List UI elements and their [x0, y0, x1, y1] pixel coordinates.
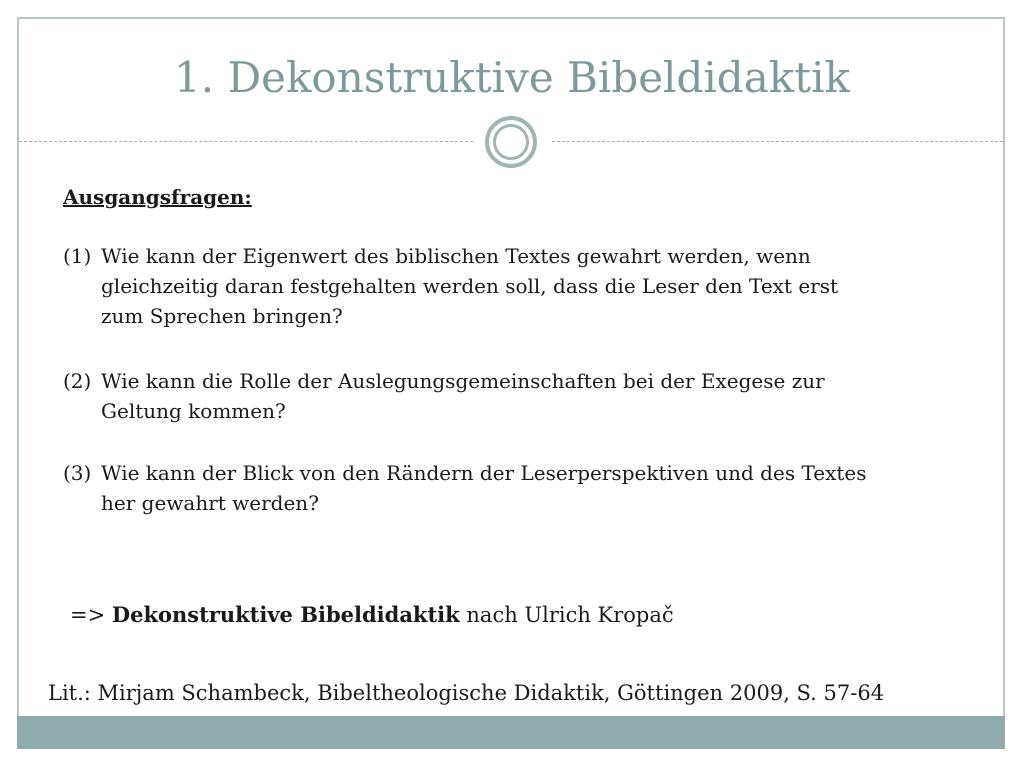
question-number: (1) — [63, 244, 92, 268]
question-number: (2) — [63, 369, 92, 393]
question-text-line: Wie kann die Rolle der Auslegungsgemeinschaften bei der Exegese zur — [101, 369, 825, 393]
conclusion-author: nach Ulrich Kropač — [459, 603, 674, 627]
conclusion-emphasis: Dekonstruktive Bibeldidaktik — [111, 602, 460, 627]
question-text-line: Wie kann der Blick von den Rändern der Leserperspektiven und des Textes — [101, 461, 867, 485]
title-divider-left — [19, 141, 473, 142]
circle-ornament-inner — [493, 124, 529, 160]
conclusion-arrow: => — [70, 603, 112, 627]
question-text-line: gleichzeitig daran festgehalten werden soll, dass die Leser den Text erst — [101, 274, 839, 298]
section-heading: Ausgangsfragen: — [63, 185, 252, 209]
footer-accent-bar — [17, 716, 1005, 749]
circle-ornament-icon — [485, 116, 537, 168]
conclusion-line — [70, 599, 674, 631]
question-text-line: zum Sprechen bringen? — [101, 304, 343, 328]
question-text-line: her gewahrt werden? — [101, 491, 319, 515]
question-number: (3) — [63, 461, 92, 485]
slide-title: 1. Dekonstruktive Bibeldidaktik — [174, 53, 850, 102]
literature-reference: Lit.: Mirjam Schambeck, Bibeltheologische Didaktik, Göttingen 2009, S. 57-64 — [48, 681, 885, 705]
title-divider-right — [552, 141, 1003, 142]
question-text-line: Wie kann der Eigenwert des biblischen Textes gewahrt werden, wenn — [101, 244, 811, 268]
question-text-line: Geltung kommen? — [101, 399, 286, 423]
